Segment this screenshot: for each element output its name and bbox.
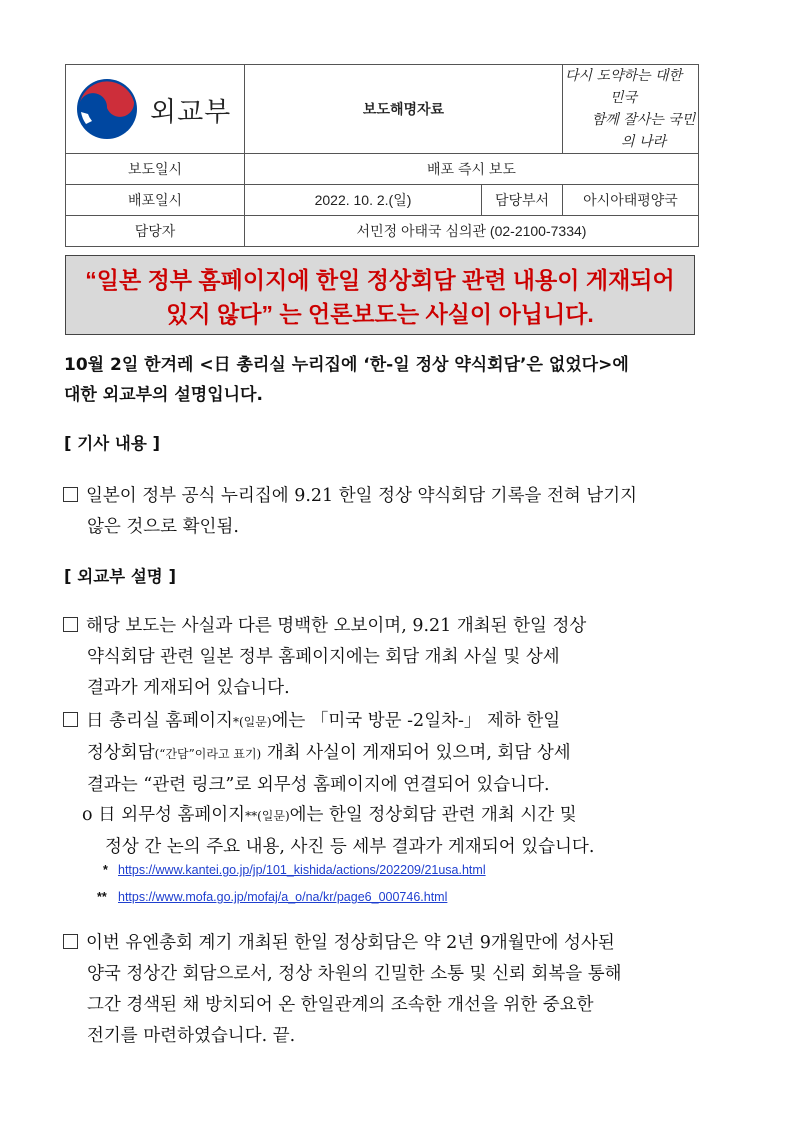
explain2-line3: 결과는 “관련 링크”로 외무성 홈페이지에 연결되어 있습니다. — [87, 775, 550, 795]
article-line2: 않은 것으로 확인됨. — [87, 517, 239, 537]
explain2-line2 — [63, 738, 708, 770]
explain3-line3: 그간 경색된 채 방치되어 온 한일관계의 조속한 개선을 위한 중요한 — [87, 995, 594, 1015]
ministry-logo-cell — [66, 65, 245, 154]
lead-paragraph — [64, 350, 714, 410]
explain1-line2: 약식회담 관련 일본 정부 홈페이지에는 회담 개최 사실 및 상세 — [87, 647, 560, 667]
lead-line1: 10월 2일 한겨레 <日 총리실 누리집에 ‘한-일 정상 약식회담’은 없었다>에 — [64, 355, 629, 375]
explain3-line4: 전기를 마련하였습니다. 끝. — [87, 1026, 296, 1046]
contact-value: 서민정 아태국 심의관 (02-2100-7334) — [245, 216, 699, 247]
checkbox-square-icon — [63, 934, 78, 949]
ministry-name: 외교부 — [150, 96, 232, 127]
explain3-line1: 이번 유엔총회 계기 개최된 한일 정상회담은 약 2년 9개월만에 성사된 — [86, 933, 615, 953]
doc-type-title: 보도해명자료 — [245, 65, 563, 154]
checkbox-square-icon — [63, 712, 78, 727]
footnote-2 — [97, 884, 486, 911]
slogan — [563, 65, 699, 154]
dist-value: 2022. 10. 2.(일) — [245, 185, 482, 216]
explain1-line3: 결과가 게재되어 있습니다. — [87, 678, 290, 698]
headline-box — [65, 255, 695, 335]
explain1-line1: 해당 보도는 사실과 다른 명백한 오보이며, 9.21 개최된 한일 정상 — [86, 616, 587, 636]
slogan-line1: 다시 도약하는 대한민국 — [564, 68, 683, 106]
explain2-l1b: *(일문) — [232, 715, 272, 729]
headline-line1: “일본 정부 홈페이지에 한일 정상회담 관련 내용이 게재되어 — [85, 267, 675, 293]
contact-label: 담당자 — [66, 216, 245, 247]
explain2-l2a: 정상회담 — [87, 743, 155, 763]
section-explain-heading: [ 외교부 설명 ] — [64, 567, 177, 586]
explain2-l1c: 에는 「미국 방문 -2일차-」 제하 한일 — [271, 711, 561, 731]
article-line1: 일본이 정부 공식 누리집에 9.21 한일 정상 약식회담 기록을 전혀 남기지 — [86, 486, 638, 506]
slogan-line2: 함께 잘사는 국민의 나라 — [591, 112, 696, 150]
footnote-1 — [103, 857, 486, 884]
taegeuk-emblem-icon — [76, 78, 138, 140]
explain2-sub-paragraph — [82, 800, 707, 863]
footnote-mark: * — [103, 863, 108, 877]
explain2-l1a: 日 총리실 홈페이지 — [86, 711, 233, 731]
article-paragraph — [63, 481, 708, 543]
checkbox-square-icon — [63, 617, 78, 632]
dept-value: 아시아태평양국 — [563, 185, 699, 216]
explain2-sub-l1c: 에는 한일 정상회담 관련 개최 시간 및 — [289, 805, 577, 825]
headline-line2: 있지 않다” 는 언론보도는 사실이 아닙니다. — [166, 301, 594, 327]
release-value: 배포 즉시 보도 — [245, 154, 699, 185]
explain2-sub-line2: 정상 간 논의 주요 내용, 사진 등 세부 결과가 게재되어 있습니다. — [105, 837, 595, 857]
explain2-sub-l1b: **(일문) — [245, 809, 290, 823]
explain2-paragraph — [63, 706, 708, 801]
bullet-marker: o — [82, 805, 93, 825]
explain3-paragraph — [63, 928, 708, 1052]
release-label: 보도일시 — [66, 154, 245, 185]
explain3-line2: 양국 정상간 회담으로서, 정상 차원의 긴밀한 소통 및 신뢰 회복을 통해 — [87, 964, 622, 984]
header-table — [65, 64, 699, 247]
footnote-link-mofa[interactable]: https://www.mofa.go.jp/mofaj/a_o/na/kr/page6_000746.html — [118, 890, 448, 904]
dept-label: 담당부서 — [482, 185, 563, 216]
explain2-l2c: 개최 사실이 게재되어 있으며, 회담 상세 — [261, 743, 571, 763]
explain2-sub-l1a: 日 외무성 홈페이지 — [98, 805, 246, 825]
footnote-link-kantei[interactable]: https://www.kantei.go.jp/jp/101_kishida/actions/202209/21usa.html — [118, 863, 486, 877]
explain2-l2b: (“간담”이라고 표기) — [154, 747, 262, 761]
checkbox-square-icon — [63, 487, 78, 502]
explain1-paragraph — [63, 611, 708, 704]
dist-label: 배포일시 — [66, 185, 245, 216]
lead-line2: 대한 외교부의 설명입니다. — [64, 385, 263, 405]
footnote-mark: ** — [97, 890, 107, 904]
footnote-links — [97, 857, 486, 911]
section-article-heading: [ 기사 내용 ] — [64, 434, 161, 453]
